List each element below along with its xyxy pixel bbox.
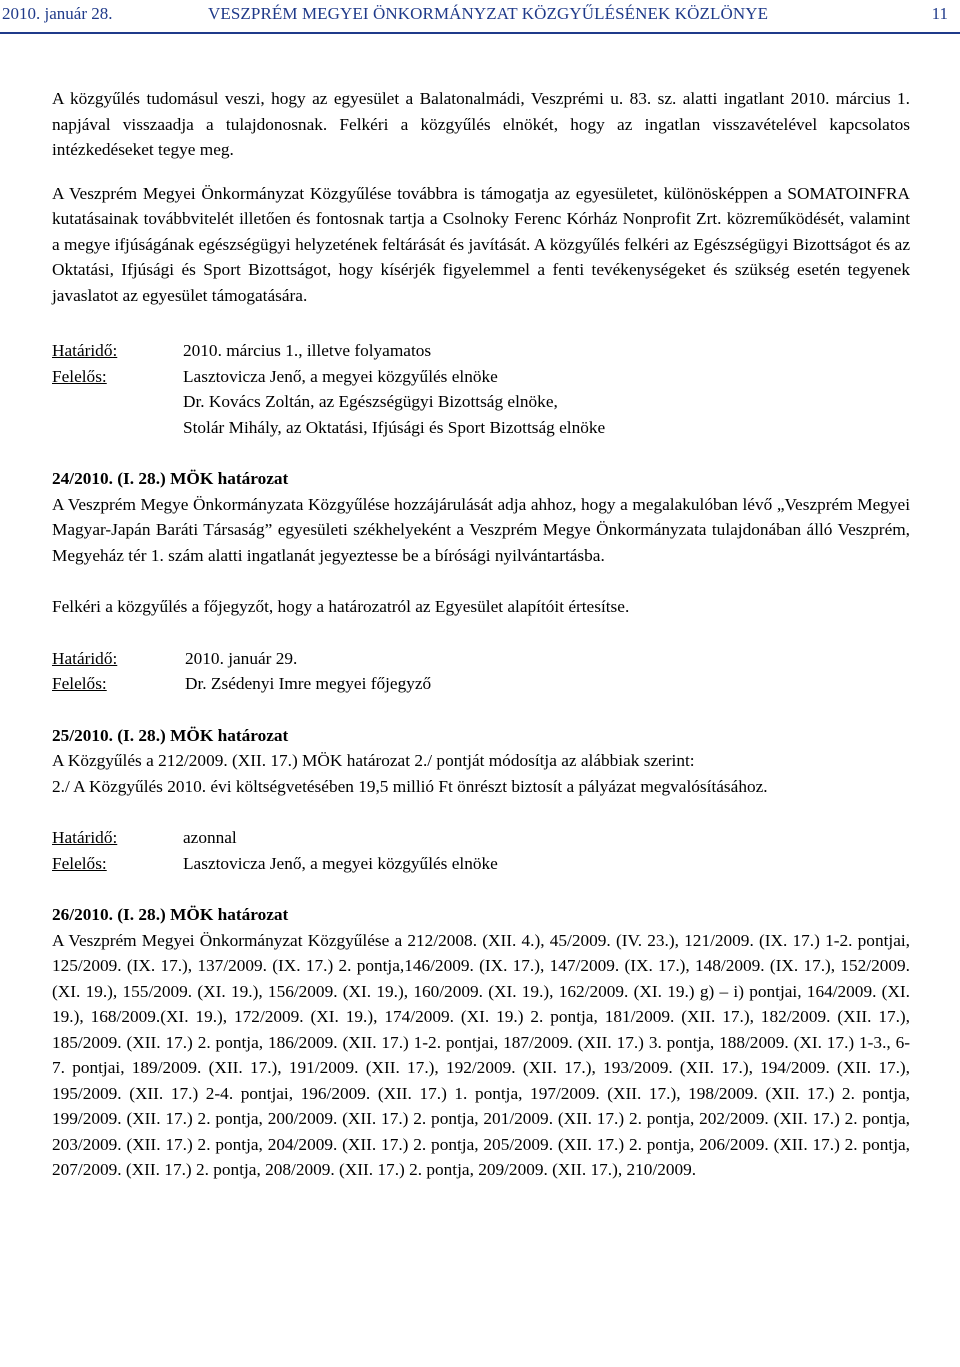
page-number: 11 bbox=[931, 4, 948, 23]
deadline-label: Határidő: bbox=[52, 828, 118, 847]
resolution-24-heading: 24/2010. (I. 28.) MÖK határozat bbox=[52, 469, 289, 488]
resolution-26-text: A Veszprém Megyei Önkormányzat Közgyűlése a 212/2008. (XII. 4.), 45/2009. (IV. 23.), 121/2009. (IX. 17.) 1-2. pontjai, 125/2009. (IX. 17.), 137/2009. (IX. 17.) 2. pontja,146/2009. (IX. 17.), 147/2009. (IX. 17.), 148/2009. (IX. 17.), 152/2009. (XI. 19.), 155/2009. (XI. 19.), 156/2009. (XI. 19.), 160/2009. (XI. 19.), 162/2009. (XI. 19.) g) – i) pontjai, 164/2009. (XI. 19.), 168/2009.(XI. 19.), 172/2009. (XI. 19.), 174/2009. (XI. 19.) 2. pontja, 181/2009. (XII. 17.), 182/2009. (XII. 17.), 185/2009. (XII. 17.) 2. pontja, 186/2009. (XII. 17.) 1-2. pontjai, 187/2009. (XII. 17.) 3. pontja, 188/2009. (XI. 17.) 1-3., 6-7. pontjai, 189/2009. (XII. 17.), 191/2009. (XII. 17.), 192/2009. (XII. 17.), 193/2009. (XII. 17.), 194/2009. (XII. 17.), 195/2009. (XII. 17.) 2-4. pontjai, 196/2009. (XII. 17.) 1. pontja, 197/2009. (XII. 17.), 198/2009. (XII. 17.) 2. pontja, 199/2009. (XII. 17.) 2. pontja, 200/2009. (XII. 17.) 2. pontja, 201/2009. (XII. 17.) 2. pontja, 202/2009. (XII. 17.) 2. pontja, 203/2009. (XII. 17.) 2. pontja, 204/2009. (XII. 17.) 2. pontja, 205/2009. (XII. 17.) 2. pontja, 206/2009. (XII. 17.) 2. pontja, 207/2009. (XII. 17.) 2. pontja, 208/2009. (XII. 17.) 2. pontja, 209/2009. (XII. 17.), 210/2009. bbox=[52, 930, 910, 1179]
responsible-value: Lasztovicza Jenő, a megyei közgyűlés elnöke bbox=[183, 366, 498, 386]
responsible-value: Lasztovicza Jenő, a megyei közgyűlés elnöke bbox=[183, 853, 498, 873]
paragraph-support: A Veszprém Megyei Önkormányzat Közgyűlése továbbra is támogatja az egyesületet, különösképpen a SOMATOINFRA kutatásainak továbbvitelét illetően és fontosnak tartja a Csolnoky Ferenc Kórház Nonprofit Zrt. közreműködését, valamint a megye ifjúságának egészségügyi helyzetének feltárását és javítását. A közgyűlés felkéri az Egészségügyi Bizottságot és az Oktatási, Ifjúsági és Sport Bizottságot, hogy kísérjék figyelemmel a fenti tevékenységeket és szükség esetén tegyenek javaslatot az egyesület támogatására. bbox=[52, 183, 910, 305]
document-body bbox=[52, 86, 910, 1183]
deadline-block-25 bbox=[52, 825, 910, 876]
deadline-block-1 bbox=[52, 338, 910, 440]
header-title: VESZPRÉM MEGYEI ÖNKORMÁNYZAT KÖZGYŰLÉSÉNEK KÖZLÖNYE bbox=[208, 4, 769, 23]
responsible-label: Felelős: bbox=[52, 853, 107, 873]
responsible-value: Stolár Mihály, az Oktatási, Ifjúsági és Sport Bizottság elnöke bbox=[183, 417, 606, 437]
page-header bbox=[0, 4, 960, 28]
deadline-value: azonnal bbox=[183, 828, 237, 847]
resolution-24-text2: Felkéri a közgyűlés a főjegyzőt, hogy a határozatról az Egyesület alapítóit értesítse. bbox=[52, 597, 630, 616]
resolution-25-line1: A Közgyűlés a 212/2009. (XII. 17.) MÖK határozat 2./ pontját módosítja az alábbiak szerint: bbox=[52, 751, 695, 770]
resolution-24-text: A Veszprém Megye Önkormányzata Közgyűlése hozzájárulását adja ahhoz, hogy a megalakulóban lévő „Veszprém Megyei Magyar-Japán Baráti Társaság” egyesületi székhelyeként a Veszprém Megye Önkormányzata tulajdonában álló Veszprém, Megyeház tér 1. szám alatti ingatlanát jegyeztesse be a bírósági nyilvántartásba. bbox=[52, 494, 910, 565]
header-date: 2010. január 28. bbox=[2, 4, 113, 23]
responsible-value: Dr. Zsédenyi Imre megyei főjegyző bbox=[185, 674, 432, 693]
deadline-value: 2010. március 1., illetve folyamatos bbox=[183, 341, 432, 360]
resolution-25-heading: 25/2010. (I. 28.) MÖK határozat bbox=[52, 725, 289, 745]
header-rule bbox=[0, 32, 960, 34]
paragraph-return-property: A közgyűlés tudomásul veszi, hogy az egyesület a Balatonalmádi, Veszprémi u. 83. sz. alatti ingatlant 2010. március 1. napjával visszaadja a tulajdonosnak. Felkéri a közgyűlés elnökét, hogy az ingatlan visszavételével kapcsolatos intézkedéseket tegye meg. bbox=[52, 89, 910, 159]
deadline-label: Határidő: bbox=[52, 341, 118, 360]
deadline-block-24 bbox=[52, 646, 910, 697]
resolution-26-heading: 26/2010. (I. 28.) MÖK határozat bbox=[52, 905, 289, 924]
deadline-value: 2010. január 29. bbox=[185, 648, 298, 668]
responsible-value: Dr. Kovács Zoltán, az Egészségügyi Bizottság elnöke, bbox=[183, 392, 558, 411]
resolution-25-text: 2./ A Közgyűlés 2010. évi költségvetésében 19,5 millió Ft önrészt biztosít a pályázat megvalósításához. bbox=[52, 776, 768, 796]
deadline-label: Határidő: bbox=[52, 648, 118, 668]
responsible-label: Felelős: bbox=[52, 674, 107, 693]
responsible-label: Felelős: bbox=[52, 366, 107, 386]
